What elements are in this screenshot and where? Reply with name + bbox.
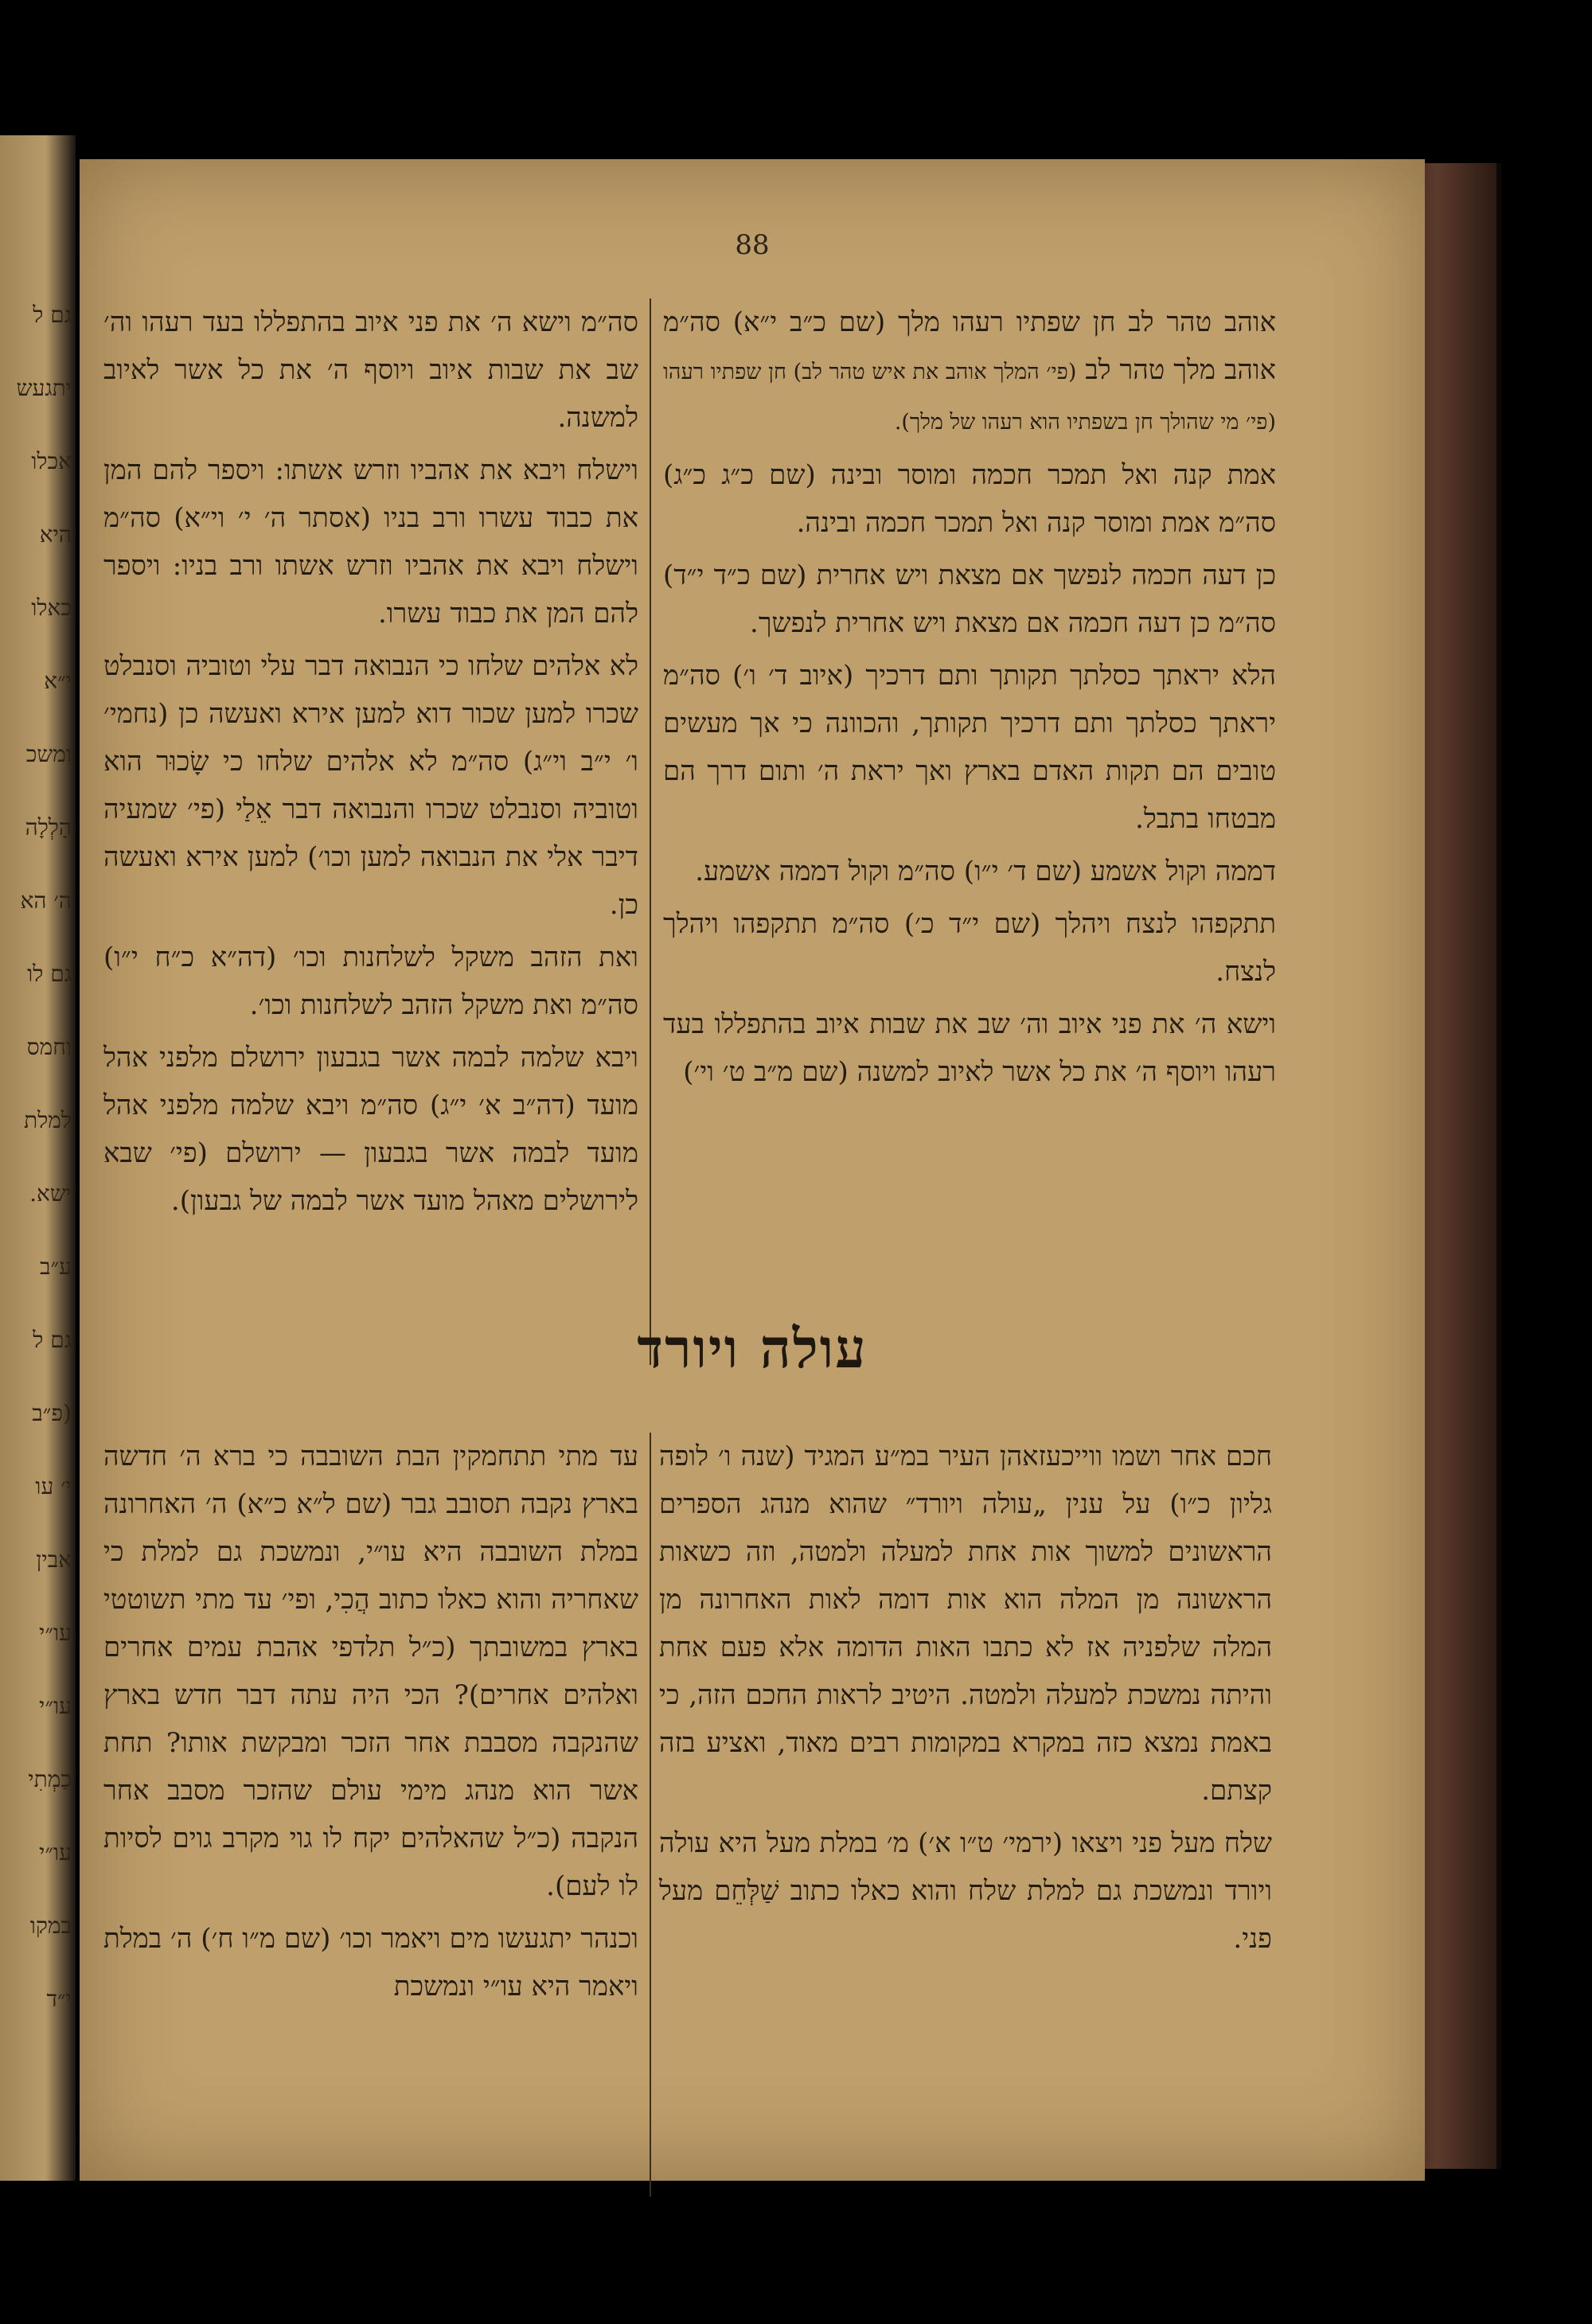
entry-text: אוהב טהר לב חן שפתיו רעהו מלך (שם כ״ב י״א) סה״מ אוהב מלך טהר לב [663, 306, 1276, 386]
binding-fragment: אבין [36, 1546, 72, 1573]
binding-margin [0, 135, 76, 2181]
binding-fragment: כַמְתִי [28, 1766, 72, 1792]
entry-nehemiah-6-12: לא אלהים שלחו כי הנבואה דבר עלי וטוביה וסנבלט שכרו למען שכור דוא למען אירא ואעשה כן (נחמי׳ ו׳ י״ב וי״ג) סה״מ לא אלהים שלחו כי שָׂכוּר הוא וטוביה וסנבלט שכרו והנבואה דבר אֵלַי (פי׳ שמעיה דיבר אלי את הנבואה למען וכו׳) למען אירא ואעשה כן. [103, 650, 638, 921]
binding-fragment: ע״ב [40, 1254, 72, 1280]
entry-job-4-6: הלא יראתך כסלתך תקותך ותם דרכיך (איוב ד׳ ו׳) סה״מ יראתך כסלתך ותם דרכיך תקותך, והכוונה כי אך מעשים טובים הם תקות האדם בארץ ואך יראת ה׳ ותום דרך הם מבטחו בתבל. [663, 660, 1276, 835]
entry-esther-5-10: וישלח ויבא את אהביו וזרש אשתו: ויספר להם המן את כבוד עשרו ורב בניו (אסתר ה׳ י׳ וי״א) סה״מ וישלח ויבא את אהביו וזרש אשתו ורב בניו: ויספר להם המן את כבוד עשרו. [103, 454, 638, 630]
entry-jeremiah-46-8: וכנהר יתגעשו מים ויאמר וכו׳ (שם מ״ו ח׳) ה׳ במלת ויאמר היא עו״י ונמשכת [103, 1923, 638, 2002]
entry-jeremiah-15-1: שלח מעל פני ויצאו (ירמי׳ ט״ו א׳) מ׳ במלת מעל היא עולה ויורד ונמשכת גם למלת שלח והוא כאלו כתוב שַׁלְּחֵם מעל פני. [659, 1827, 1272, 1955]
binding-fragment: גם לו [27, 961, 72, 987]
binding-fragment: י״א [44, 668, 72, 694]
section-heading: עולה ויורד [637, 1317, 868, 1381]
binding-fragment: י״ד [46, 1986, 72, 2012]
binding-fragment: היא [39, 521, 72, 548]
entry-proverbs-22-11 [663, 298, 1276, 446]
entry-job-14-20: תתקפהו לנצח ויהלך (שם י״ד כ׳) סה״מ תתקפהו ויהלך לנצח. [663, 908, 1276, 988]
binding-fragment: ישא. [29, 1180, 72, 1207]
entry-chronicles-b-1-13: ויבא שלמה לבמה אשר בגבעון ירושלם מלפני אהל מועד (דה״ב א׳ י״ג) סה״מ ויבא שלמה מלפני אהל מועד לבמה אשר בגבעון — ירושלם (פי׳ שבא לירושלים מאהל מועד אשר לבמה של גבעון). [103, 1042, 638, 1217]
column-divider-top [650, 298, 651, 1365]
entry-job-42-10: וישא ה׳ את פני איוב וה׳ שב את שבות איוב בהתפללו בעד רעהו ויוסף ה׳ את כל אשר לאיוב למשנה (שם מ״ב ט׳ וי׳) [663, 1008, 1276, 1088]
section-intro: חכם אחר ושמו ווייכעזאהן העיר במ״ע המגיד (שנה ו׳ לופה גליון כ״ו) על ענין „עולה ויורד״ שהוא מנהג הספרים הראשונים למשוך אות אחת למעלה ולמטה, וזה כשאות הראשונה מן המלה הוא אות דומה לאות האחרונה מן המלה שלפניה אז לא כתבו האות הדומה אלא פעם אחת והיתה נמשכת למעלה ולמטה. היטיב לראות החכם הזה, כי באמת נמצא כזה במקרא במקומות רבים מאוד, ואציע בזה קצתם. [659, 1441, 1273, 1807]
binding-fragment: וחמס [26, 1034, 72, 1060]
binding-fragment: עו״י [39, 1620, 72, 1646]
binding-text-fragments [0, 279, 72, 2036]
binding-fragment: גם ל [33, 1327, 72, 1353]
binding-fragment: י׳ עו [35, 1473, 72, 1499]
binding-fragment: כאלו [31, 595, 72, 621]
left-column-top [103, 298, 638, 1230]
binding-fragment: יתגעש [16, 375, 72, 401]
right-column-bottom [659, 1433, 1272, 1967]
binding-fragment: עו״י [39, 1839, 72, 1866]
binding-fragment: עו״י [39, 1693, 72, 1719]
binding-fragment: אכלו [31, 448, 72, 474]
entry-proverbs-24-14: כן דעה חכמה לנפשך אם מצאת ויש אחרית (שם כ״ד י״ד) סה״מ כן דעה חכמה אם מצאת ויש אחרית לנפשך. [663, 560, 1276, 639]
page-number: 88 [735, 229, 770, 261]
binding-fragment: ומשכ [25, 741, 72, 767]
binding-fragment: גם ל [33, 302, 72, 328]
left-column-bottom [103, 1433, 638, 2015]
binding-fragment: ה׳ הא [20, 887, 72, 914]
entry-jeremiah-31-21: עד מתי תתחמקין הבת השובבה כי ברא ה׳ חדשה בארץ נקבה תסובב גבר (שם ל״א כ״א) ה׳ האחרונה במלת השובבה היא עו״י, ונמשכת גם למלת כי שאחריה והוא כאלו כתוב הֲכִי, ופי׳ עד מתי תשוטטי בארץ במשובתך (כ״ל תלדפי אהבת עמים אחרים ואלהים אחרים)? הכי היה עתה דבר חדש בארץ שהנקבה מסבבת אחר הזכר ומבקשת אותו? תחת אשר הוא מנהג מימי עולם שהזכר מסבב אחר הנקבה (כ״ל שהאלהים יקח לו גוי מקרב גוים לסיות לו לעם). [103, 1441, 638, 1902]
binding-fragment: הָלְלָה [25, 814, 72, 840]
right-column-top [663, 298, 1276, 1101]
entry-job-4-16: דממה וקול אשמע (שם ד׳ י״ו) סה״מ וקול דממה אשמע. [695, 856, 1276, 887]
binding-fragment: (פ״ב [32, 1400, 72, 1426]
entry-proverbs-23-23: אמת קנה ואל תמכר חכמה ומוסר ובינה (שם כ״ג כ״ג) סה״מ אמת ומוסר קנה ואל תמכר חכמה ובינה. [663, 459, 1276, 539]
column-divider-bottom [650, 1433, 651, 2197]
entry-chronicles-28-16: ואת הזהב משקל לשלחנות וכו׳ (דה״א כ״ח י״ו) סה״מ ואת משקל הזהב לשלחנות וכו׳. [103, 942, 638, 1021]
entry-note: (פי׳ המלך אוהב את איש טהר לב) חן שפתיו רעהו (פי׳ מי שהולך חן בשפתיו הוא רעהו של מלך). [663, 360, 1276, 435]
book-page [80, 159, 1425, 2181]
binding-fragment: למלת [24, 1107, 72, 1133]
binding-fragment: במקו [29, 1913, 72, 1939]
entry-job-42-continued: סה״מ וישא ה׳ את פני איוב בהתפללו בעד רעהו וה׳ שב את שבות איוב ויוסף ה׳ את כל אשר לאיוב למשנה. [103, 306, 639, 434]
